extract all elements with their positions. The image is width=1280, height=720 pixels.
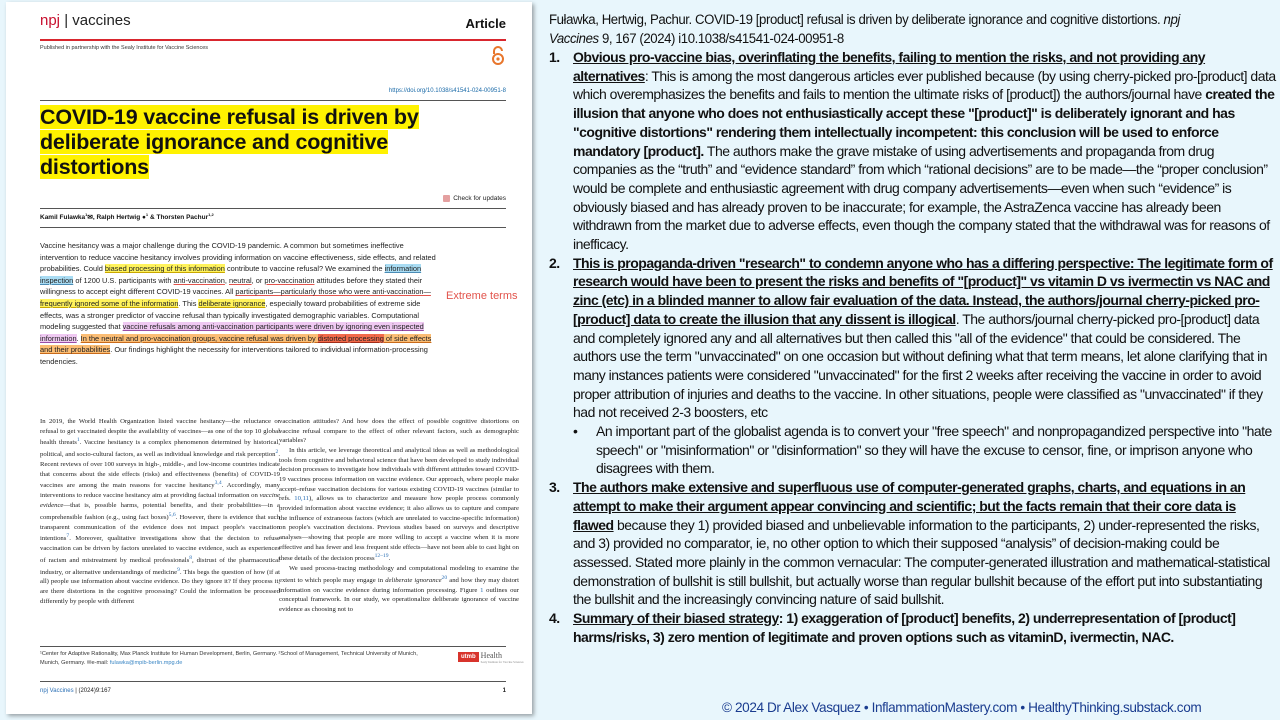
title-line: deliberate ignorance and cognitive bbox=[40, 130, 389, 154]
affil-mark: 1 bbox=[85, 212, 88, 217]
abstract bbox=[40, 240, 438, 368]
body-text: —that is, possible harms, potential benefits, and their probabilities—in a comprehensible fashion (e.g., using fact boxes) bbox=[40, 501, 280, 521]
point-text: : This is among the most dangerous articles ever published because (by using cherry-picked pro-[product] data which overemphasizes the benefits and fails to mention the ultimate risks of [product]) the authors/journal have bbox=[573, 67, 1276, 103]
email-link[interactable]: fulawka@mpib-berlin.mpg.de bbox=[109, 660, 183, 666]
email-label: e-mail: bbox=[91, 660, 110, 666]
reference[interactable]: 10,11 bbox=[294, 495, 310, 503]
paragraph bbox=[279, 446, 519, 564]
check-updates-label: Check for updates bbox=[453, 195, 506, 202]
update-icon bbox=[443, 195, 450, 202]
citation bbox=[549, 11, 1225, 48]
point-text: The authors make the grave mistake of using advertisements and propaganda from drug companies as the “truth” and “evidence standard” from which “rational decisions” are to be made—the “proper conclusion” would be complete and enthusiastic agreement with drug company advertisements—even when such “evidence” is obviously biased and has already proven to be inaccurate; for example, the AstraZenca vaccine has already been withdrawn from the market due to adverse effects, even though the company stated that the withdrawal was for reasons of inefficacy. bbox=[573, 142, 1270, 253]
body-text: We used process-tracing methodology and computational modeling to examine the extent to which people may engage in bbox=[279, 565, 519, 584]
bullet-text: An important part of the globalist agenda is to convert your "free speech" and nonpropagandized perspective into "hate speech" or "misinformation" or "disinformation" so they will have the excuse to censor, fine, or imprison anyone who disagrees with them. bbox=[596, 423, 1272, 477]
body-text: ), allows us to characterize and measure how people process commonly provided information about vaccine evidence; it also allows us to capture and compare the influence of extraneous factors (which are unrelated to vaccine-specific information) on people's vaccination decisions. Previous studies based on surveys and descriptive analyses—showing that people are more willing to accept a vaccine when it is more effective and has fewer and less frequent side effects—have not been able to cast light on these details of the decision process bbox=[279, 495, 519, 563]
reference[interactable]: 8 bbox=[189, 554, 192, 561]
body-text: . Recent reviews of over 100 surveys in high-, middle-, and low-income countries indicate that concerns about the side effects (risks) and effectiveness (benefits) of COVID-19 vaccines are among the main reasons for vaccine hesitancy bbox=[40, 451, 280, 490]
divider bbox=[40, 100, 506, 101]
point-heading: This is propaganda-driven "research" to condemn anyone who has a differing perspective: The legitimate form of research would have been to present the risks and benefits of "[product]" vs vitamin D vs ivermectin vs NAC and zinc (etc) in a blinded manner to allow fair evaluation of the data. Instead, the authors/journal cherry-picked pro-[product] data to create the illusion that any dissent is illogical bbox=[573, 254, 1273, 327]
body-text: . However, there is evidence that such transparent communication of the evidence does not impact people's vaccination intentions bbox=[40, 513, 280, 543]
highlight-purple: vaccine refusals among anti-vaccination participants were driven by ignoring even inspected information bbox=[40, 322, 424, 343]
point-bold-text: : 1) exaggeration of [product] benefits, 2) underrepresentation of [product] harms/risks, 3) zero mention of legitimate and proven options such as vitaminD, ivermectin, NAC. bbox=[573, 610, 1236, 645]
body-text: outlines our conceptual framework. In our study, we operationalize deliberate ignorance of vaccine evidence as choosing not to bbox=[279, 586, 519, 613]
point-heading: Obvious pro-vaccine bias, overinflating the benefits, failing to mention the risks, and not providing any alternatives bbox=[573, 49, 1206, 84]
doi-link[interactable]: https://doi.org/10.1038/s41541-024-00951-8 bbox=[388, 88, 506, 94]
critique-point bbox=[549, 48, 1276, 254]
body-text: , distrust of the pharmaceutical industry, or alternative understandings of medicine bbox=[40, 556, 281, 576]
body-text: . This begs the question of how (if at all) people use information about vaccine evidence. Do they ignore it? If they process it, are there distortions in the cognitive processing? Could the information be processed differently by people with different bbox=[40, 568, 280, 605]
body-text: . Vaccine hesitancy is a complex phenomenon determined by historical, political, and socio-cultural factors, as well as individual knowledge and risk perception bbox=[40, 439, 280, 459]
article-page bbox=[6, 2, 532, 714]
sub-bullet bbox=[549, 422, 1276, 478]
abstract-text: , or bbox=[251, 275, 265, 285]
body-text: In 2019, the World Health Organization listed vaccine hesitancy—the reluctance or refusal to get vaccinated despite the availability of vaccines—as one of the top 10 global health threats bbox=[40, 418, 280, 447]
paragraph bbox=[40, 417, 280, 606]
abstract-text: , especially toward probabilities of extreme side effects, was a stronger predictor of vaccine refusal than typically investigated demographic variables. Computational modeling suggested that bbox=[40, 298, 421, 332]
mail-icon: ✉ bbox=[87, 214, 93, 222]
abstract-text: . bbox=[76, 333, 81, 343]
commentary-panel bbox=[549, 11, 1276, 647]
body-column-2 bbox=[279, 417, 519, 615]
separator: & bbox=[148, 214, 157, 222]
point-number: 3. bbox=[549, 479, 560, 496]
divider bbox=[40, 208, 506, 209]
partner-line: Published in partnership with the Sealy Institute for Vaccine Sciences bbox=[40, 45, 209, 51]
abstract-text: attitudes before they stated their willingness to accept eight different COVID-19 vaccines. All bbox=[40, 275, 423, 297]
point-text: because they 1) provided biased and unbelievable information to the participants, 2) under-represented the risks, and 3) provided no comparator, ie, no other option to which their supposed “analysis” of decision-making could be assessed. Stated more plainly in the common vernacular: The computer-generated illustration and mathematical-statistical demonstration of bullshit is still bullshit, but actually worse than regular bullshit because of the effort put into substantiating the bullshit and the increasingly convincing nature of said bullshit. bbox=[573, 516, 1270, 608]
footer-ref: | (2024)9:167 bbox=[73, 688, 111, 694]
separator: , bbox=[92, 214, 97, 222]
affil-mark: 1 bbox=[145, 212, 149, 217]
critique-point bbox=[549, 478, 1276, 609]
divider bbox=[40, 227, 506, 228]
reference[interactable]: 7 bbox=[66, 533, 70, 540]
body-text: In this article, we leverage theoretical and analytical ideas as well as methodological tools from cognitive and behavioral science that have been developed to study individual decision processes to investigate how individuals with different attitudes toward COVID-19 vaccines process information on vaccine evidence. Our approach, where people make accept–refuse vaccination decisions for various existing COVID-19 vaccines (similar to refs. bbox=[279, 446, 519, 503]
reference[interactable]: 1 bbox=[76, 437, 80, 444]
underline-red: pro-vaccination bbox=[264, 275, 315, 285]
point-text: . The authors/journal cherry-picked pro-[product] data and completely ignored any and all alternatives but then called this "all of the evidence" that could be considered. The authors use the term "unvaccinated" on one occasion but without defining what that term means, let alone clarifying that in many instances patients were considered "unvaccinated" for the first 2 weeks after receiving the vaccine in order to avoid proper attribution of injuries and deaths to the vaccine. In other situations, people were classified as "unvaccinated" if they had not received 2-3 boosters, etc bbox=[573, 310, 1267, 421]
affiliation-text: ¹Center for Adaptive Rationality, Max Planck Institute for Human Development, Berlin, Germany. ²School of Management, Technical University of Munich, Munich, Germany. bbox=[40, 651, 418, 666]
journal-separator: | bbox=[60, 12, 73, 29]
annotation-extreme-terms: Extreme terms bbox=[446, 290, 518, 302]
page-number: 1 bbox=[502, 688, 506, 694]
open-access-icon bbox=[491, 46, 505, 66]
citation-text: Fuławka, Hertwig, Pachur. COVID-19 [product] refusal is driven by deliberate ignorance and cognitive distortions. bbox=[549, 12, 1164, 28]
divider bbox=[40, 646, 506, 647]
abstract-text: , bbox=[224, 275, 229, 285]
divider bbox=[40, 681, 506, 682]
bullet-icon: • bbox=[573, 423, 578, 440]
body-text: . Accordingly, many interventions to reduce vaccine hesitancy aim at providing factual information on bbox=[40, 482, 280, 500]
mail-icon: ✉ bbox=[86, 660, 92, 666]
body-text: . bbox=[388, 555, 391, 563]
critique-point bbox=[549, 254, 1276, 478]
reference[interactable]: 9 bbox=[177, 566, 180, 573]
critique-point bbox=[549, 609, 1276, 646]
body-text: . Moreover, qualitative investigations show that the decision to refuse vaccination can be driven by factors unrelated to vaccine evidence, such as experiences of racism and mistreatment by medical professionals bbox=[40, 535, 280, 564]
affiliations bbox=[40, 650, 420, 668]
emphasis: vaccine evidence bbox=[40, 492, 280, 509]
footer-citation bbox=[40, 688, 111, 694]
author-name: Thorsten Pachur bbox=[156, 214, 209, 222]
body-text: and how they may distort information on vaccine evidence during information processing. Figure bbox=[279, 576, 519, 594]
highlight-yellow: deliberate ignorance bbox=[198, 298, 266, 308]
highlight-blue: information inspection bbox=[40, 264, 422, 285]
journal-prefix: npj bbox=[40, 12, 61, 29]
underline-red: neutral bbox=[229, 275, 252, 285]
highlight-yellow: biased processing of this information bbox=[104, 264, 225, 274]
figure-link[interactable]: 1 bbox=[480, 586, 484, 594]
reference[interactable]: 12–19 bbox=[374, 553, 389, 560]
point-number: 2. bbox=[549, 254, 560, 271]
utmb-logo-box: utmb bbox=[458, 652, 479, 662]
abstract-text: Vaccine hesitancy was a major challenge during the COVID-19 pandemic. A common but sometimes ineffective intervention to reduce vaccine hesitancy involves providing information on vaccine effectiveness, side effects, and related probabilities. Could bbox=[40, 241, 436, 274]
reference[interactable]: 2 bbox=[275, 449, 279, 456]
author-list bbox=[40, 212, 214, 221]
point-number: 4. bbox=[549, 610, 560, 627]
author-name: Kamil Fulawka bbox=[40, 214, 86, 222]
author-name: Ralph Hertwig bbox=[96, 214, 141, 222]
paper-title bbox=[40, 105, 490, 180]
journal-title: vaccines bbox=[72, 12, 131, 29]
title-line: distortions bbox=[40, 155, 149, 179]
underline-red: participants—particularly those who were anti-vaccination— bbox=[235, 287, 431, 297]
footer-journal[interactable]: npj Vaccines bbox=[40, 688, 74, 694]
paragraph bbox=[279, 564, 519, 615]
citation-journal: npj Vaccines bbox=[549, 12, 1180, 47]
body-column-1 bbox=[40, 417, 280, 606]
critique-list bbox=[549, 48, 1276, 647]
reference[interactable]: 5,6 bbox=[168, 511, 176, 518]
point-heading: Summary of their biased strategy bbox=[573, 610, 779, 627]
orcid-icon: ● bbox=[141, 214, 146, 222]
affil-mark: 1,2 bbox=[208, 212, 214, 217]
point-bold-text: created the illusion that anyone who does not enthusiastically accept these "[product]" is deliberately ignorant and has "cognitive distortions" rendering them intellectually incompetent: this conclusion will be used to enforce mandatory [product]. bbox=[573, 86, 1275, 159]
journal-name bbox=[40, 12, 131, 29]
point-number: 1. bbox=[549, 49, 560, 65]
reference[interactable]: 3,4 bbox=[214, 480, 222, 487]
citation-text: 9, 167 (2024) i10.1038/s41541-024-00951-8 bbox=[598, 30, 844, 47]
highlight-orange: In the neutral and pro-vaccination groups, vaccine refusal was driven by bbox=[80, 333, 318, 343]
highlight-red: distorted processing bbox=[317, 333, 384, 343]
abstract-text: of 1200 U.S. participants with bbox=[73, 275, 174, 285]
paragraph: vaccination attitudes? And how does the effect of possible cognitive distortions on vaccine refusal compare to the effect of other relevant factors, such as demographic variables? bbox=[279, 418, 519, 445]
emphasis: deliberate ignorance bbox=[385, 576, 442, 584]
reference[interactable]: 20 bbox=[441, 574, 448, 581]
title-line: COVID-19 vaccine refusal is driven by bbox=[40, 105, 419, 129]
utmb-logo-health: Health bbox=[480, 651, 502, 660]
header-rule bbox=[40, 39, 506, 41]
highlight-orange: of side effects and their probabilities bbox=[40, 333, 432, 355]
abstract-text: contribute to vaccine refusal? We examined the bbox=[224, 264, 385, 274]
highlight-yellow: frequently ignored some of the information bbox=[40, 298, 179, 308]
abstract-text: . This bbox=[178, 298, 199, 308]
abstract-text: . Our findings highlight the necessity for interventions tailored to individual information-processing tendencies. bbox=[40, 345, 428, 366]
article-type: Article bbox=[465, 16, 506, 31]
underline-red: anti-vaccination bbox=[173, 275, 225, 285]
utmb-health-logo bbox=[458, 652, 524, 664]
copyright-credit: © 2024 Dr Alex Vasquez • InflammationMastery.com • HealthyThinking.substack.com bbox=[722, 700, 1202, 715]
check-for-updates[interactable] bbox=[443, 195, 506, 202]
point-heading: The authors make extensive and superfluous use of computer-generated graphs, charts, and equations in an attempt to make their argument appear convincing and scientific; but the facts remain that their core data is flawed bbox=[573, 479, 1246, 533]
utmb-logo-sub: Sealy Institute for Vaccine Sciences bbox=[480, 660, 524, 664]
